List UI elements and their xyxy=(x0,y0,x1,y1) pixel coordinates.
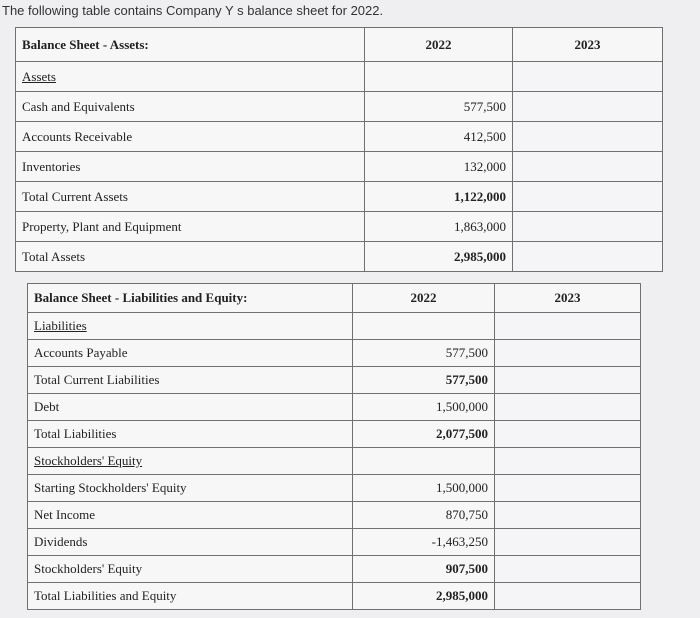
value-2023[interactable] xyxy=(495,502,641,529)
value-2023[interactable] xyxy=(495,313,641,340)
value-2022: 1,500,000 xyxy=(353,475,495,502)
row-label: Net Income xyxy=(28,502,353,529)
value-2022: 1,863,000 xyxy=(365,212,513,242)
value-2023[interactable] xyxy=(495,340,641,367)
value-2023[interactable] xyxy=(513,212,663,242)
row-label: Starting Stockholders' Equity xyxy=(28,475,353,502)
value-2022: 412,500 xyxy=(365,122,513,152)
row-label: Dividends xyxy=(28,529,353,556)
table-row xyxy=(28,340,641,367)
intro-text: The following table contains Company Y s balance sheet for 2022. xyxy=(2,3,384,18)
row-label: Liabilities xyxy=(28,313,353,340)
liabilities-col-2022: 2022 xyxy=(353,284,495,313)
row-label: Cash and Equivalents xyxy=(16,92,365,122)
assets-title: Balance Sheet - Assets: xyxy=(16,28,365,62)
assets-col-2023: 2023 xyxy=(513,28,663,62)
row-label: Stockholders' Equity xyxy=(28,556,353,583)
value-2022: -1,463,250 xyxy=(353,529,495,556)
table-row xyxy=(16,242,663,272)
liabilities-table xyxy=(27,283,641,610)
table-row xyxy=(28,313,641,340)
value-2023[interactable] xyxy=(495,448,641,475)
row-label: Stockholders' Equity xyxy=(28,448,353,475)
assets-header-row xyxy=(16,28,663,62)
row-label: Accounts Payable xyxy=(28,340,353,367)
table-row xyxy=(16,62,663,92)
assets-col-2022: 2022 xyxy=(365,28,513,62)
table-row xyxy=(28,421,641,448)
value-2023[interactable] xyxy=(495,556,641,583)
table-row xyxy=(28,556,641,583)
table-row xyxy=(28,502,641,529)
row-label: Total Liabilities and Equity xyxy=(28,583,353,610)
value-2023[interactable] xyxy=(495,394,641,421)
value-2023[interactable] xyxy=(495,421,641,448)
value-2022 xyxy=(353,448,495,475)
value-2023[interactable] xyxy=(513,242,663,272)
row-label: Inventories xyxy=(16,152,365,182)
row-label: Total Current Assets xyxy=(16,182,365,212)
row-label: Total Current Liabilities xyxy=(28,367,353,394)
liabilities-col-2023: 2023 xyxy=(495,284,641,313)
table-row xyxy=(16,152,663,182)
table-row xyxy=(28,394,641,421)
row-label: Debt xyxy=(28,394,353,421)
row-label: Total Liabilities xyxy=(28,421,353,448)
row-label: Property, Plant and Equipment xyxy=(16,212,365,242)
value-2022: 2,985,000 xyxy=(365,242,513,272)
value-2022: 2,985,000 xyxy=(353,583,495,610)
liabilities-header-row xyxy=(28,284,641,313)
value-2022: 577,500 xyxy=(365,92,513,122)
table-row xyxy=(28,529,641,556)
value-2023[interactable] xyxy=(495,529,641,556)
value-2023[interactable] xyxy=(495,475,641,502)
table-row xyxy=(28,583,641,610)
value-2022 xyxy=(365,62,513,92)
value-2022: 1,500,000 xyxy=(353,394,495,421)
row-label: Accounts Receivable xyxy=(16,122,365,152)
table-row xyxy=(28,367,641,394)
value-2023[interactable] xyxy=(513,92,663,122)
value-2022: 577,500 xyxy=(353,367,495,394)
value-2022: 577,500 xyxy=(353,340,495,367)
row-label: Total Assets xyxy=(16,242,365,272)
table-row xyxy=(16,182,663,212)
value-2022: 1,122,000 xyxy=(365,182,513,212)
value-2023[interactable] xyxy=(513,122,663,152)
value-2022: 132,000 xyxy=(365,152,513,182)
liabilities-title: Balance Sheet - Liabilities and Equity: xyxy=(28,284,353,313)
value-2022: 2,077,500 xyxy=(353,421,495,448)
table-row xyxy=(16,122,663,152)
value-2022 xyxy=(353,313,495,340)
row-label: Assets xyxy=(16,62,365,92)
value-2022: 870,750 xyxy=(353,502,495,529)
value-2023[interactable] xyxy=(513,62,663,92)
value-2023[interactable] xyxy=(513,182,663,212)
table-row xyxy=(28,475,641,502)
table-row xyxy=(16,212,663,242)
value-2022: 907,500 xyxy=(353,556,495,583)
assets-table xyxy=(15,27,663,272)
value-2023[interactable] xyxy=(495,583,641,610)
value-2023[interactable] xyxy=(495,367,641,394)
table-row xyxy=(16,92,663,122)
table-row xyxy=(28,448,641,475)
value-2023[interactable] xyxy=(513,152,663,182)
